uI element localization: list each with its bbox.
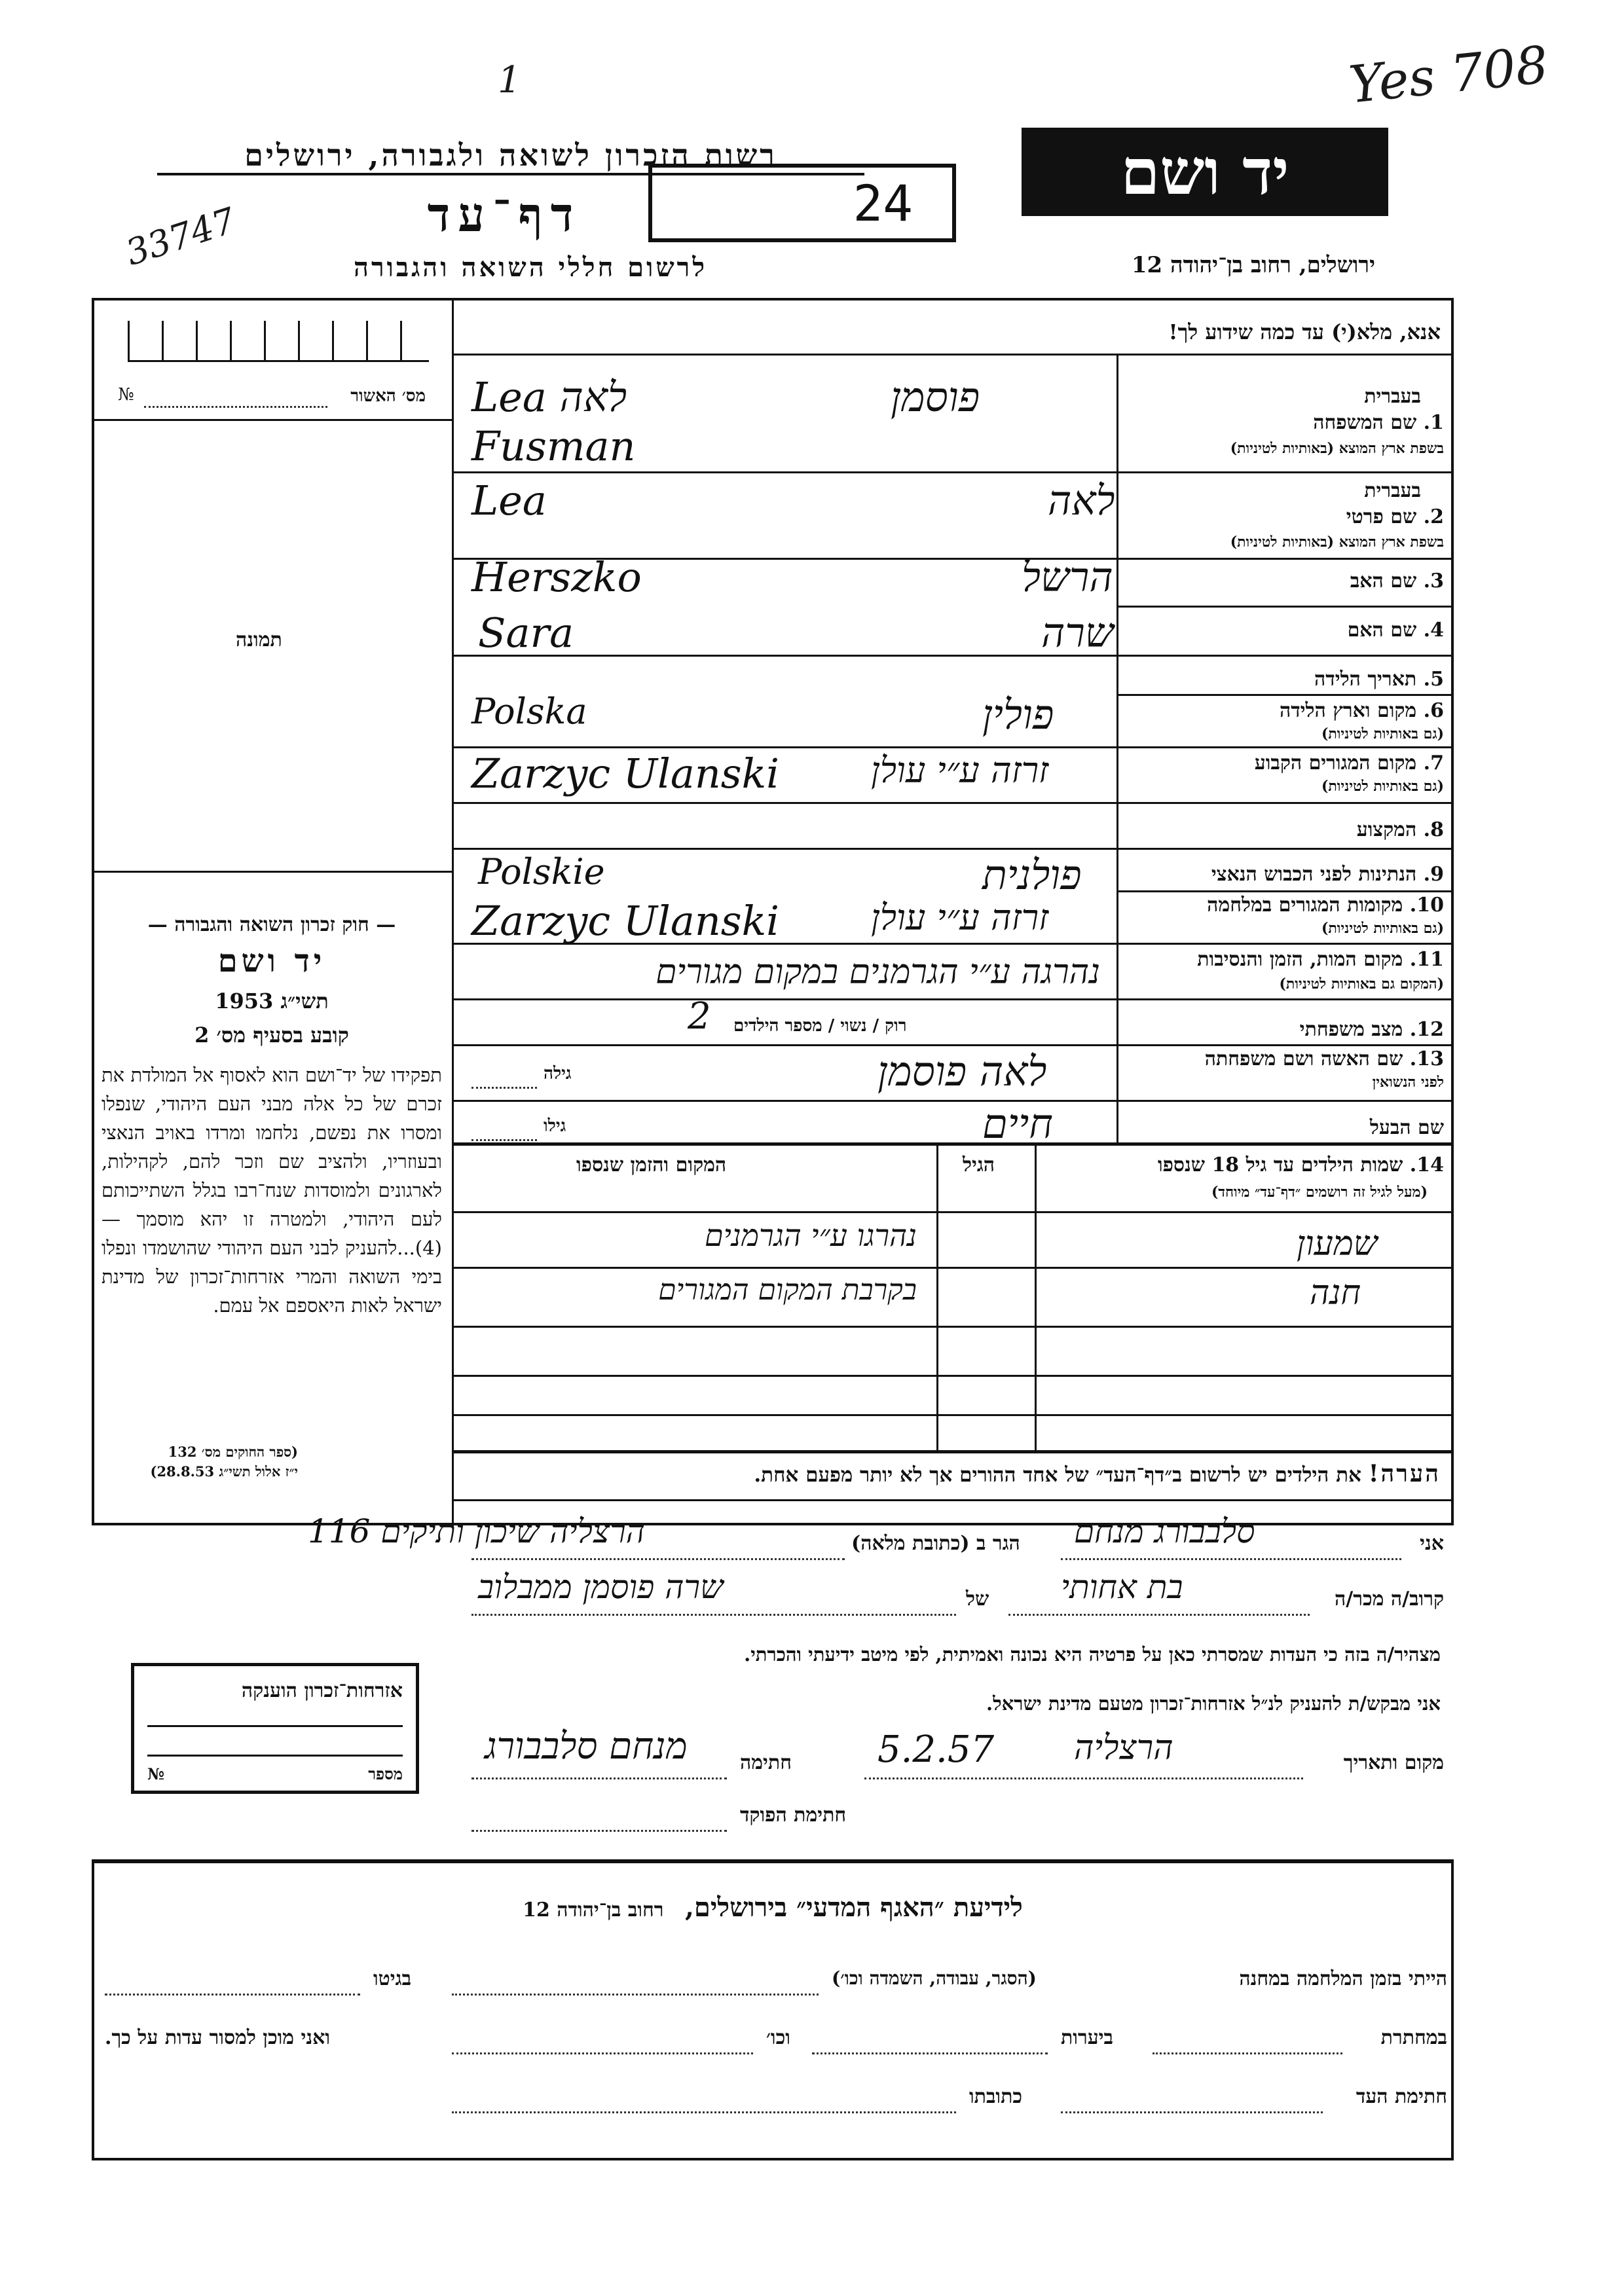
note-label: הערה!: [1368, 1460, 1441, 1487]
field-11-label: [1197, 948, 1444, 971]
footer-line1-a: הייתי בזמן המלחמה במחנה: [1239, 1967, 1447, 1990]
field-2-latin[interactable]: Lea: [471, 477, 547, 524]
field-husband-label: שם הבעל: [1369, 1116, 1444, 1139]
field-10-latin[interactable]: Zarzyc Ulanski: [471, 897, 779, 945]
field-7-latin[interactable]: Zarzyc Ulanski: [471, 750, 779, 797]
field-1-num: 1.: [1423, 411, 1444, 434]
field-1-sub: בשפת ארץ המוצא (באותיות לטיניות): [1230, 440, 1444, 457]
footer-line1-b: (הסגר, עבודה, השמדה וכו׳): [832, 1967, 1037, 1989]
archive-mark: Yes 708: [1346, 35, 1551, 115]
field-5-text: תאריך הלידה: [1314, 668, 1417, 691]
declaration-of-label: של: [966, 1588, 989, 1611]
field-1-latin[interactable]: Fusman: [471, 422, 636, 470]
page-number: 1: [498, 59, 521, 101]
field-9-hebrew[interactable]: פולנית: [982, 851, 1082, 899]
field-13-hebrew[interactable]: לאה פוסמן: [877, 1048, 1047, 1095]
field-6-label: [1280, 699, 1444, 722]
declaration-officer-line: [471, 1830, 727, 1832]
note: [471, 1460, 1441, 1487]
row-line: [452, 998, 1454, 1000]
child-2-name[interactable]: חנה: [1310, 1273, 1361, 1313]
declaration-witness-name[interactable]: סלבבורג מנחם: [1074, 1512, 1255, 1550]
field-2-hebrew[interactable]: לאה: [1048, 477, 1115, 524]
children-place-divider: [1035, 1142, 1037, 1450]
field-8-label: [1357, 818, 1444, 841]
field-7-label: [1255, 752, 1444, 774]
field-3-hebrew[interactable]: הרשל: [1022, 553, 1113, 601]
note-text: את הילדים יש לרשום ב״דף־העד״ של אחד ההורים אך לא יותר מפעם אחת.: [754, 1463, 1361, 1487]
footer-line1-dots: [452, 1994, 819, 1995]
declaration-place-date-line: [864, 1777, 1303, 1779]
stamp-number: 24: [853, 174, 913, 232]
declaration-place[interactable]: הרצליה: [1074, 1728, 1173, 1768]
row-line: [1116, 890, 1454, 892]
children-age-header: הגיל: [963, 1154, 995, 1176]
field-13-text: שם האשה ושם משפחתה: [1204, 1048, 1403, 1070]
declaration-signature-label: חתימה: [740, 1751, 792, 1774]
row-line: [452, 802, 1454, 804]
field-3-latin[interactable]: Herszko: [471, 553, 642, 601]
field-7-hebrew[interactable]: זרזה ע״י עולן: [871, 750, 1049, 791]
field-6-sub: (גם באותיות לטיניות): [1321, 725, 1444, 742]
field-9-label: [1211, 863, 1444, 886]
footer-line1-c: בגיטו: [373, 1967, 412, 1990]
field-husband-age-dots: [471, 1139, 537, 1141]
institution-name: רשות הזכרון לשואה ולגבורה, ירושלים: [157, 137, 864, 175]
form-title: דף־עד: [427, 187, 581, 242]
field-9-num: 9.: [1423, 863, 1444, 886]
children-header-line: [452, 1211, 1454, 1213]
field-3-text: שם האב: [1350, 570, 1417, 592]
law-clause: קובע בסעיף מס׳ 2: [194, 1023, 349, 1048]
approval-grid: [128, 321, 429, 362]
declaration-relation-label: קרוב/ה מכר/ה: [1335, 1588, 1444, 1611]
approval-label: מס׳ האשור: [350, 386, 426, 406]
field-2-sub: בשפת ארץ המוצא (באותיות לטיניות): [1230, 534, 1444, 551]
declaration-residing: הגר ב (כתובת מלאה): [851, 1532, 1020, 1555]
receipt-stamp: [648, 164, 956, 242]
field-2-label: [1346, 505, 1444, 528]
row-line: [452, 471, 1454, 473]
footer-line2-dots-2: [812, 2052, 1048, 2054]
field-11-num: 11.: [1409, 948, 1444, 971]
citizenship-title: אזרחות־זכרון הוענקה: [241, 1679, 403, 1702]
footer-line3-dots-2: [452, 2111, 956, 2113]
row-line: [452, 746, 1454, 748]
law-text: תפקידו של יד־ושם הוא לאסוף אל המולדת את זכרם של כל אלה מבני העם היהודי, שנפלו ומסרו את נפשם, נלחמו ומרדו באויב הנאצי ובעוזריו, ולהציב שם וזכר להם, לקהילות, לארגונים ולמוסדות שנח־רבו בגלל השתייכותם לעם היהודי, ולמטרה זו יהא מוסמך — (4)...להעניק לבני העם היהודי שהושמדו ונפלו בימי השואה והמרי אזרחות־זכרון של מדינת ישראל לאות היאספם אל עמם.: [101, 1064, 442, 1317]
field-10-label: [1207, 894, 1444, 917]
field-4-latin[interactable]: Sara: [478, 609, 574, 657]
declaration-address[interactable]: הרצליה שיכון ותיקים 116: [308, 1512, 645, 1550]
citizenship-no-mark: №: [147, 1764, 165, 1783]
sidebar-divider: [452, 298, 454, 1525]
law-source-date: י״ז אלול תשי״ג 28.8.53): [150, 1463, 298, 1480]
child-1-place[interactable]: נהרגו ע״י הגרמנים: [705, 1218, 917, 1253]
row-line: [452, 1326, 1454, 1328]
children-text: שמות הילדים עד גיל 18 שנספו: [1157, 1154, 1403, 1176]
row-line: [452, 943, 1454, 945]
law-year: תשי״ג 1953: [215, 989, 329, 1013]
field-1-text: שם המשפחה: [1313, 411, 1417, 434]
field-12-num: 12.: [1409, 1018, 1444, 1041]
field-12-marital: רוק / נשוי / מספר הילדים: [733, 1016, 907, 1036]
law-name: יד ושם: [217, 943, 326, 979]
law-title: — חוק זכרון השואה והגבורה —: [147, 913, 396, 936]
footer-line2-c: וכו׳: [766, 2026, 790, 2049]
children-age-divider: [936, 1142, 938, 1450]
declaration-address-line: [471, 1558, 845, 1560]
field-10-text: מקומות המגורים במלחמה: [1207, 894, 1403, 917]
field-2-hebrew-tag: בעברית: [1364, 479, 1421, 502]
field-13-age-label: גילה: [544, 1064, 572, 1084]
declaration-request: אני מבקש/ת להעניק לנ״ל אזרחות־זכרון מטעם מדינת ישראל.: [986, 1692, 1441, 1715]
field-4-num: 4.: [1423, 619, 1444, 642]
children-sub: (מעל לגיל זה רושמים ״דף־עד״ מיוחד): [1211, 1184, 1428, 1201]
photo-bottom: [92, 871, 452, 873]
field-6-text: מקום וארץ הלידה: [1279, 699, 1417, 722]
field-3-label: [1350, 570, 1444, 592]
footer-line3-dots-1: [1061, 2111, 1323, 2113]
row-line: [452, 1450, 1454, 1453]
approval-dots: [144, 406, 327, 408]
footer-title: [92, 1892, 1454, 1923]
field-12-children[interactable]: 2: [688, 995, 711, 1038]
citizenship-number: מספר: [368, 1764, 403, 1783]
form-subtitle: לרשום חללי השואה והגבורה: [353, 252, 708, 283]
form-intro: אנא, מלא(י) עד כמה שידוע לך!: [1168, 319, 1441, 344]
declaration-statement: מצהיר/ה בזה כי העדות שמסרתי כאן על פרטיה היא נכונה ואמיתית, לפי מיטב ידיעתי והכרתי.: [744, 1643, 1441, 1666]
children-num: 14.: [1409, 1154, 1444, 1176]
footer-line2-d: ואני מוכן למסור עדות על כך.: [105, 2026, 331, 2049]
row-line: [1116, 694, 1454, 696]
field-7-text: מקום המגורים הקבוע: [1254, 752, 1417, 774]
field-6-hebrew[interactable]: פולין: [982, 691, 1054, 738]
field-13-age-dots: [471, 1087, 537, 1089]
field-5-label: [1314, 668, 1444, 691]
field-9-latin[interactable]: Polskie: [478, 851, 605, 892]
field-1-hebrew[interactable]: פוסמן: [891, 373, 980, 421]
footer-line2-dots-1: [1153, 2052, 1342, 2054]
children-label: [1158, 1154, 1444, 1176]
footer-line2-a: במחתרת: [1380, 2026, 1447, 2049]
law-source: (ספר החוקים מס׳ 132: [168, 1444, 298, 1460]
footer-line2-b: ביערות: [1061, 2026, 1114, 2049]
footer-address: רחוב בן־יהודה 12: [523, 1899, 664, 1922]
declaration-of-line: [471, 1614, 956, 1616]
note-line: [452, 1499, 1454, 1501]
child-2-place[interactable]: בקרבת המקום המגורים: [658, 1273, 917, 1307]
approval-no: №: [118, 385, 134, 405]
children-place-header: המקום והזמן שנספו: [576, 1154, 727, 1176]
field-husband-hebrew[interactable]: חיים: [982, 1100, 1053, 1148]
child-1-name[interactable]: שמעון: [1297, 1224, 1378, 1264]
declaration-date[interactable]: 5.2.57: [877, 1728, 995, 1771]
field-12-text: מצב משפחתי: [1299, 1018, 1403, 1041]
row-line: [452, 1100, 1454, 1102]
declaration-place-date-label: מקום ותאריך: [1343, 1751, 1444, 1774]
declaration-relation[interactable]: בת אחותי: [1061, 1568, 1183, 1606]
field-2-num: 2.: [1423, 505, 1444, 528]
declaration-i: אני: [1420, 1532, 1444, 1555]
field-2-text: שם פרטי: [1346, 505, 1417, 528]
declaration-signature-line: [471, 1777, 727, 1779]
field-11-hebrew[interactable]: נהרגה ע״י הגרמנים במקום מגורים: [655, 953, 1100, 992]
field-6-num: 6.: [1423, 699, 1444, 722]
row-line: [452, 1267, 1454, 1269]
field-7-num: 7.: [1423, 752, 1444, 774]
declaration-signature[interactable]: מנחם סלבבורג: [485, 1725, 688, 1768]
field-10-sub: (גם באותיות לטיניות): [1321, 920, 1444, 937]
photo-top: [92, 419, 452, 421]
footer-title-text: לידיעת ״האגף המדעי״ בירושלים,: [685, 1892, 1023, 1923]
field-9-text: הנתינות לפני הכבוש הנאצי: [1211, 863, 1417, 886]
footer-line3-a: חתימת העד: [1356, 2085, 1447, 2108]
field-10-num: 10.: [1409, 894, 1444, 917]
address: ירושלים, רחוב בן־יהודה 12: [1131, 252, 1375, 278]
field-11-sub: (המקום גם באותיות לטיניות): [1279, 975, 1444, 993]
field-5-num: 5.: [1423, 668, 1444, 691]
field-4-hebrew[interactable]: שרה: [1041, 609, 1114, 657]
row-line: [452, 1414, 1454, 1416]
declaration-name-line: [1061, 1558, 1401, 1560]
row-line: [452, 1142, 1454, 1146]
field-7-sub: (גם באותיות לטיניות): [1321, 778, 1444, 795]
citizenship-box: [131, 1663, 419, 1794]
row-line: [452, 848, 1454, 850]
declaration-of-value[interactable]: שרה פוסמן ממבלוב: [478, 1568, 724, 1606]
row-line: [452, 1375, 1454, 1377]
field-4-text: שם האם: [1347, 619, 1417, 642]
field-1-latin-pre[interactable]: Lea לאה: [471, 373, 627, 421]
footer-line3-b: כתובתו: [969, 2085, 1023, 2108]
photo-label: תמונה: [236, 629, 282, 651]
field-12-label: [1300, 1018, 1444, 1041]
field-husband-age-label: גילו: [544, 1116, 566, 1136]
field-13-label: [1205, 1048, 1444, 1070]
field-10-hebrew[interactable]: זרזה ע״י עולן: [871, 897, 1049, 938]
field-13-sub: לפני הנשואין: [1372, 1074, 1444, 1091]
field-13-num: 13.: [1409, 1048, 1444, 1070]
footer-line1-dots-2: [105, 1994, 360, 1995]
field-8-text: המקצוע: [1356, 818, 1417, 841]
row-line: [452, 1044, 1454, 1046]
field-6-latin[interactable]: Polska: [471, 691, 587, 732]
field-4-label: [1348, 619, 1444, 642]
row-line: [452, 655, 1454, 657]
field-3-num: 3.: [1423, 570, 1444, 592]
field-1-hebrew-tag: בעברית: [1364, 385, 1421, 408]
logo: יד ושם: [1022, 128, 1388, 216]
row-line: [1116, 606, 1454, 608]
side-number: 33747: [120, 199, 241, 274]
intro-line: [452, 354, 1454, 355]
field-8-num: 8.: [1423, 818, 1444, 841]
declaration-relation-line: [1008, 1614, 1310, 1616]
footer-line2-dots-3: [452, 2052, 753, 2054]
field-1-label: [1313, 411, 1444, 434]
declaration-officer-label: חתימת הפוקד: [740, 1804, 847, 1827]
field-11-text: מקום המות, הזמן והנסיבות: [1197, 948, 1403, 971]
